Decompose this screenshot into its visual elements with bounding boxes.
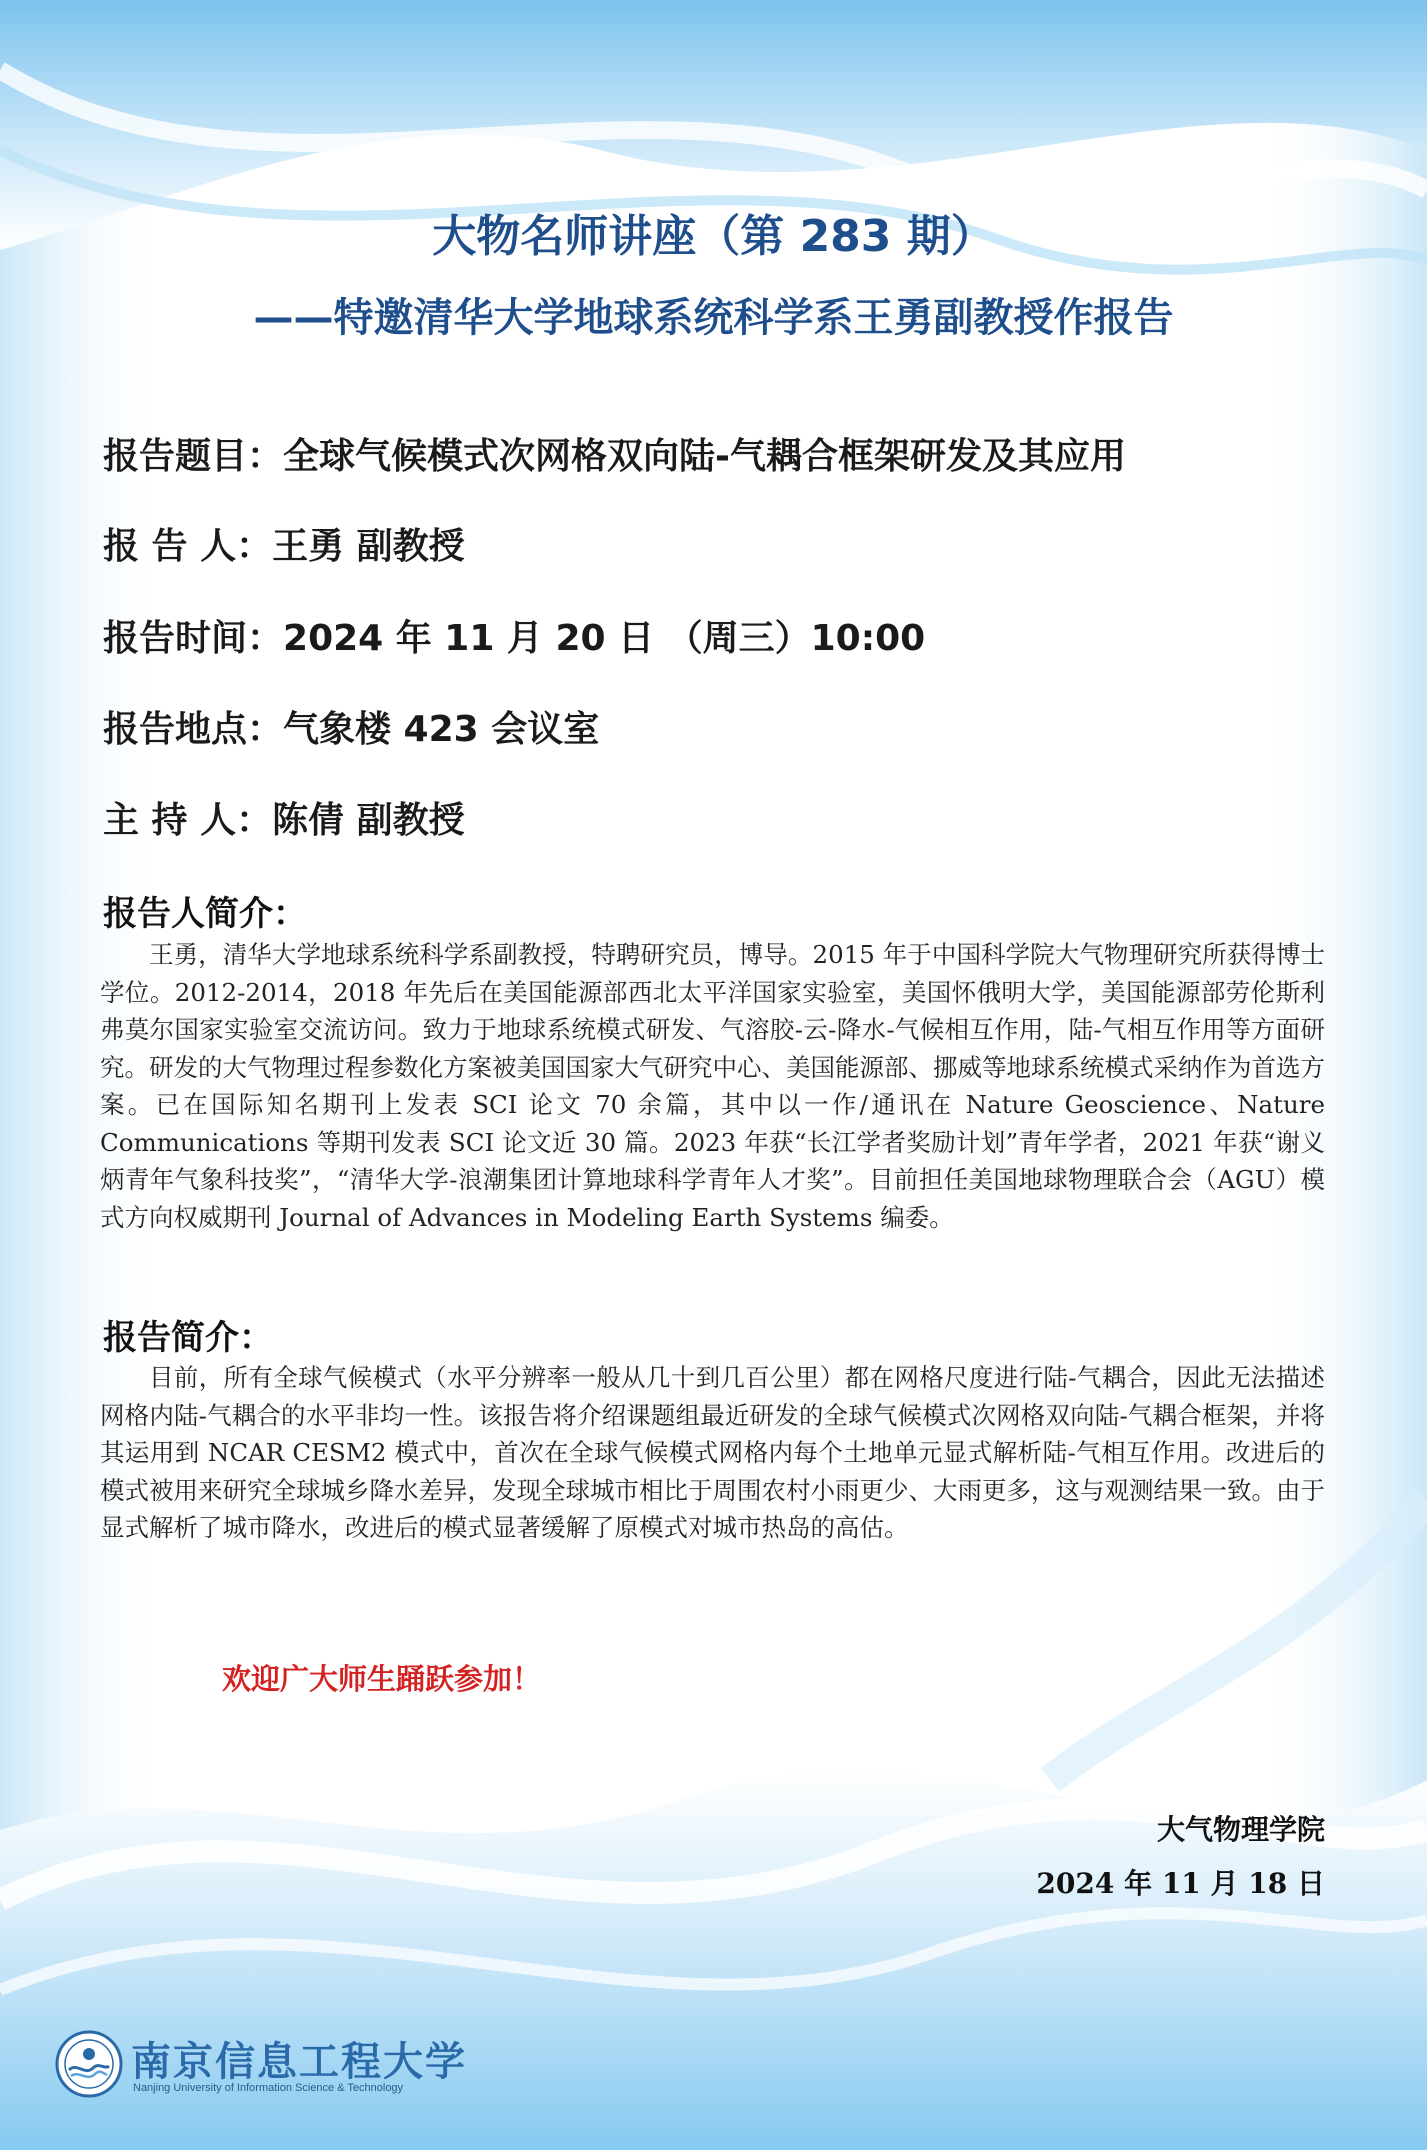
host-label: 主 持 人： bbox=[103, 800, 273, 841]
university-name-cn: 南京信息工程大学 bbox=[131, 2038, 467, 2085]
bio-paragraph: 王勇，清华大学地球系统科学系副教授，特聘研究员，博导。2015 年于中国科学院大气物理研究所获得博士学位。2012-2014，2018 年先后在美国能源部西北太平洋国家实验室，美国怀俄明大学，美国能源部劳伦斯利弗莫尔国家实验室交流访问。致力于地球系统模式研发、气溶胶-云-降水-气候相互作用，陆-气相互作用等方面研究。研发的大气物理过程参数化方案被美国国家大气研究中心、美国能源部、挪威等地球系统模式采纳作为首选方案。已在国际知名期刊上发表 SCI 论文 70 余篇，其中以一作/通讯在 Nature Geoscience、Nature Communications 等期刊发表 SCI 论文近 30 篇。2023 年获“长江学者奖励计划”青年学者，2021 年获“谢义炳青年气象科技奖”，“清华大学-浪潮集团计算地球科学青年人才奖”。目前担任美国地球物理联合会（AGU）模式方向权威期刊 Journal of Advances in Modeling Earth Systems 编委。 bbox=[100, 940, 1325, 1232]
place-value: 气象楼 423 会议室 bbox=[283, 709, 600, 750]
poster-title: 大物名师讲座（第 283 期） bbox=[432, 211, 995, 262]
university-emblem-icon bbox=[55, 2030, 123, 2098]
abstract-heading: 报告简介： bbox=[103, 1318, 273, 1358]
time-value: 2024 年 11 月 20 日 （周三）10:00 bbox=[283, 618, 926, 659]
topic-value: 全球气候模式次网格双向陆-气耦合框架研发及其应用 bbox=[283, 436, 1126, 477]
university-logo bbox=[55, 2028, 467, 2108]
place-label: 报告地点： bbox=[103, 709, 284, 750]
speaker-label: 报 告 人： bbox=[103, 526, 273, 567]
host-row bbox=[103, 792, 465, 843]
topic-row bbox=[103, 428, 1126, 479]
topic-label: 报告题目： bbox=[103, 436, 284, 477]
poster-subtitle: ——特邀清华大学地球系统科学系王勇副教授作报告 bbox=[253, 295, 1174, 341]
host-value: 陈倩 副教授 bbox=[272, 800, 465, 841]
signature-org: 大气物理学院 bbox=[1156, 1813, 1325, 1846]
signature-date: 2024 年 11 月 18 日 bbox=[1036, 1867, 1325, 1900]
place-row bbox=[103, 701, 599, 752]
university-name-en: Nanjing University of Information Science & Technology bbox=[133, 2082, 404, 2094]
abstract-paragraph: 目前，所有全球气候模式（水平分辨率一般从几十到几百公里）都在网格尺度进行陆-气耦合，因此无法描述网格内陆-气耦合的水平非均一性。该报告将介绍课题组最近研发的全球气候模式次网格双向陆-气耦合框架，并将其运用到 NCAR CESM2 模式中，首次在全球气候模式网格内每个土地单元显式解析陆-气相互作用。改进后的模式被用来研究全球城乡降水差异，发现全球城市相比于周围农村小雨更少、大雨更多，这与观测结果一致。由于显式解析了城市降水，改进后的模式显著缓解了原模式对城市热岛的高估。 bbox=[100, 1363, 1325, 1542]
bio-heading: 报告人简介： bbox=[103, 894, 307, 934]
welcome-message: 欢迎广大师生踊跃参加！ bbox=[222, 1662, 542, 1696]
time-label: 报告时间： bbox=[103, 618, 284, 659]
speaker-value: 王勇 副教授 bbox=[272, 526, 465, 567]
speaker-row bbox=[103, 518, 465, 569]
time-row bbox=[103, 610, 925, 661]
